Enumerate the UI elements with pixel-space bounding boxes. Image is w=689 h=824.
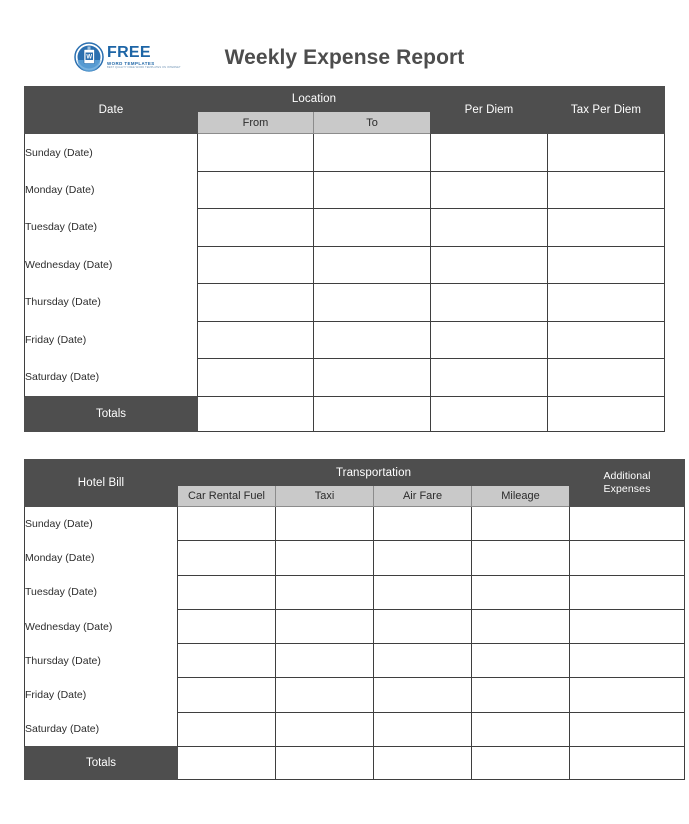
row-label-friday: Friday (Date) — [25, 678, 178, 712]
cell-monday-additional-expenses[interactable] — [570, 541, 685, 575]
cell-friday-car-rental-fuel[interactable] — [178, 678, 276, 712]
cell-monday-taxi[interactable] — [276, 541, 374, 575]
cell-monday-tax-per-diem[interactable] — [548, 171, 665, 209]
row-label-sunday: Sunday (Date) — [25, 134, 198, 172]
cell-saturday-from[interactable] — [198, 359, 314, 397]
row-label-monday: Monday (Date) — [25, 541, 178, 575]
header-taxi: Taxi — [276, 486, 374, 507]
cell-tuesday-per-diem[interactable] — [431, 209, 548, 247]
cell-thursday-from[interactable] — [198, 284, 314, 322]
cell-saturday-taxi[interactable] — [276, 712, 374, 746]
row-label-thursday: Thursday (Date) — [25, 644, 178, 678]
cell-saturday-to[interactable] — [314, 359, 431, 397]
cell-wednesday-additional-expenses[interactable] — [570, 609, 685, 643]
header-date: Date — [25, 87, 198, 134]
totals-row — [25, 396, 665, 431]
page-title: Weekly Expense Report — [224, 46, 465, 69]
transportation-table-head — [25, 460, 685, 507]
cell-saturday-tax-per-diem[interactable] — [548, 359, 665, 397]
cell-friday-air-fare[interactable] — [374, 678, 472, 712]
cell-tuesday-additional-expenses[interactable] — [570, 575, 685, 609]
totals-cell-car-rental-fuel[interactable] — [178, 747, 276, 780]
row-label-saturday: Saturday (Date) — [25, 712, 178, 746]
cell-thursday-mileage[interactable] — [472, 644, 570, 678]
cell-monday-air-fare[interactable] — [374, 541, 472, 575]
cell-wednesday-per-diem[interactable] — [431, 246, 548, 284]
cell-wednesday-mileage[interactable] — [472, 609, 570, 643]
table-row — [25, 678, 685, 712]
header-tax-per-diem: Tax Per Diem — [548, 87, 665, 134]
cell-wednesday-tax-per-diem[interactable] — [548, 246, 665, 284]
table-row — [25, 644, 685, 678]
cell-thursday-additional-expenses[interactable] — [570, 644, 685, 678]
cell-monday-car-rental-fuel[interactable] — [178, 541, 276, 575]
logo-secondary-text: WORD TEMPLATES — [107, 61, 155, 66]
cell-sunday-from[interactable] — [198, 134, 314, 172]
cell-friday-additional-expenses[interactable] — [570, 678, 685, 712]
transportation-table — [24, 459, 685, 780]
cell-sunday-per-diem[interactable] — [431, 134, 548, 172]
totals-cell-mileage[interactable] — [472, 747, 570, 780]
cell-saturday-per-diem[interactable] — [431, 359, 548, 397]
header-additional-expenses — [570, 460, 685, 507]
cell-tuesday-from[interactable] — [198, 209, 314, 247]
cell-wednesday-taxi[interactable] — [276, 609, 374, 643]
header-location-to: To — [314, 112, 431, 134]
cell-friday-tax-per-diem[interactable] — [548, 321, 665, 359]
totals-cell-tax-per-diem[interactable] — [548, 396, 665, 431]
header-additional-expenses-line1: Additional — [603, 469, 651, 482]
row-label-friday: Friday (Date) — [25, 321, 198, 359]
cell-sunday-additional-expenses[interactable] — [570, 507, 685, 541]
cell-wednesday-car-rental-fuel[interactable] — [178, 609, 276, 643]
totals-cell-from[interactable] — [198, 396, 314, 431]
cell-wednesday-air-fare[interactable] — [374, 609, 472, 643]
cell-friday-mileage[interactable] — [472, 678, 570, 712]
row-label-wednesday: Wednesday (Date) — [25, 246, 198, 284]
cell-friday-to[interactable] — [314, 321, 431, 359]
cell-wednesday-from[interactable] — [198, 246, 314, 284]
transportation-header-row-top — [25, 460, 685, 486]
cell-tuesday-to[interactable] — [314, 209, 431, 247]
row-label-wednesday: Wednesday (Date) — [25, 609, 178, 643]
cell-saturday-car-rental-fuel[interactable] — [178, 712, 276, 746]
cell-thursday-per-diem[interactable] — [431, 284, 548, 322]
header-per-diem: Per Diem — [431, 87, 548, 134]
document-header — [0, 30, 689, 86]
cell-friday-taxi[interactable] — [276, 678, 374, 712]
row-label-tuesday: Tuesday (Date) — [25, 209, 198, 247]
expense-header-row-top — [25, 87, 665, 112]
totals-cell-per-diem[interactable] — [431, 396, 548, 431]
row-label-sunday: Sunday (Date) — [25, 507, 178, 541]
cell-saturday-mileage[interactable] — [472, 712, 570, 746]
table-row — [25, 507, 685, 541]
header-transportation-group: Transportation — [178, 460, 570, 486]
table-row — [25, 209, 665, 247]
table-row — [25, 541, 685, 575]
cell-sunday-air-fare[interactable] — [374, 507, 472, 541]
cell-friday-from[interactable] — [198, 321, 314, 359]
table-row — [25, 609, 685, 643]
cell-friday-per-diem[interactable] — [431, 321, 548, 359]
header-air-fare: Air Fare — [374, 486, 472, 507]
header-hotel-bill: Hotel Bill — [25, 460, 178, 507]
cell-sunday-to[interactable] — [314, 134, 431, 172]
header-location-group: Location — [198, 87, 431, 112]
cell-thursday-car-rental-fuel[interactable] — [178, 644, 276, 678]
row-label-thursday: Thursday (Date) — [25, 284, 198, 322]
totals-label: Totals — [25, 747, 178, 780]
cell-sunday-taxi[interactable] — [276, 507, 374, 541]
expense-table-head — [25, 87, 665, 134]
cell-wednesday-to[interactable] — [314, 246, 431, 284]
cell-thursday-tax-per-diem[interactable] — [548, 284, 665, 322]
cell-sunday-car-rental-fuel[interactable] — [178, 507, 276, 541]
logo-tertiary-text: BEST QUALITY FREE WORD TEMPLATES ON INTERNET — [107, 66, 181, 70]
table-row — [25, 171, 665, 209]
cell-monday-from[interactable] — [198, 171, 314, 209]
row-label-tuesday: Tuesday (Date) — [25, 575, 178, 609]
totals-row — [25, 747, 685, 780]
cell-saturday-additional-expenses[interactable] — [570, 712, 685, 746]
cell-thursday-taxi[interactable] — [276, 644, 374, 678]
table-row — [25, 246, 665, 284]
transportation-table-body — [25, 507, 685, 780]
cell-tuesday-tax-per-diem[interactable] — [548, 209, 665, 247]
cell-sunday-tax-per-diem[interactable] — [548, 134, 665, 172]
table-row — [25, 575, 685, 609]
cell-tuesday-car-rental-fuel[interactable] — [178, 575, 276, 609]
cell-sunday-mileage[interactable] — [472, 507, 570, 541]
totals-cell-taxi[interactable] — [276, 747, 374, 780]
cell-tuesday-taxi[interactable] — [276, 575, 374, 609]
cell-thursday-to[interactable] — [314, 284, 431, 322]
totals-cell-to[interactable] — [314, 396, 431, 431]
cell-tuesday-air-fare[interactable] — [374, 575, 472, 609]
logo-primary-text: FREE — [107, 44, 151, 61]
totals-cell-air-fare[interactable] — [374, 747, 472, 780]
table-row — [25, 359, 665, 397]
table-row — [25, 134, 665, 172]
table-row — [25, 321, 665, 359]
cell-monday-to[interactable] — [314, 171, 431, 209]
cell-tuesday-mileage[interactable] — [472, 575, 570, 609]
expense-table — [24, 86, 665, 432]
row-label-monday: Monday (Date) — [25, 171, 198, 209]
cell-saturday-air-fare[interactable] — [374, 712, 472, 746]
header-car-rental-fuel: Car Rental Fuel — [178, 486, 276, 507]
header-location-from: From — [198, 112, 314, 134]
row-label-saturday: Saturday (Date) — [25, 359, 198, 397]
svg-text:W: W — [86, 54, 93, 61]
totals-cell-additional-expenses[interactable] — [570, 747, 685, 780]
header-additional-expenses-line2: Expenses — [603, 483, 651, 495]
table-row — [25, 284, 665, 322]
cell-thursday-air-fare[interactable] — [374, 644, 472, 678]
table-row — [25, 712, 685, 746]
cell-monday-mileage[interactable] — [472, 541, 570, 575]
expense-table-body — [25, 134, 665, 432]
cell-monday-per-diem[interactable] — [431, 171, 548, 209]
header-mileage: Mileage — [472, 486, 570, 507]
totals-label: Totals — [25, 396, 198, 431]
